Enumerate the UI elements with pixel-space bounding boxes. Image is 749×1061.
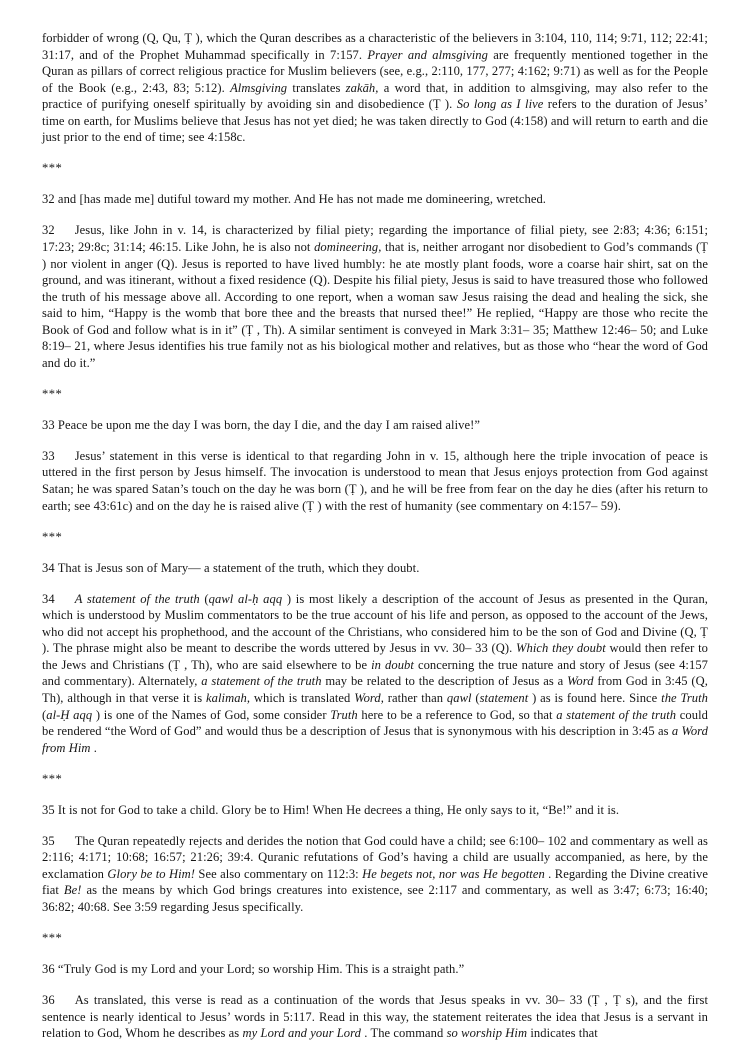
body-text: The Quran repeatedly rejects and derides the notion that God could have a child; see 6:100– 102 and commentary as well as 2:116; 4:171; 10:68; 16:57; 21:26; 39:4. Quranic refutations of God’s having a child are usually accompanied, as here, by the exclamation (42, 833, 708, 881)
emphasis-text: in doubt (371, 657, 414, 672)
body-text: could be rendered “the Word of God” and would thus be a description of Jesus that is synonymous with his description in 3:45 as (42, 707, 708, 739)
body-text: here to be a reference to God, so that (357, 707, 557, 722)
commentary-paragraph (42, 448, 708, 514)
emphasis-text: So long as I live (456, 97, 544, 112)
emphasis-text: kalimah, (206, 691, 251, 705)
emphasis-text: qawl al-ḥ aqq (208, 591, 283, 606)
emphasis-text: Truth (330, 707, 358, 722)
body-text: rather than (383, 691, 447, 705)
emphasis-text: Word (567, 674, 594, 689)
body-text: Jesus, like John in v. 14, is characterized by filial piety; regarding the importance of filial piety, see 2:83; 4:36; 6:151; 17:23; 29:8c; 31:14; 46:15. Like John, he is also not (42, 223, 708, 254)
section-separator: *** (42, 386, 63, 401)
emphasis-text: Glory be to Him! (107, 866, 196, 881)
body-text: concerning the true nature and story of Jesus (see 4:157 and commentary). Alternately, (42, 657, 708, 689)
verse-paragraph (42, 560, 708, 577)
page-text-column (42, 30, 708, 1042)
body-text: Jesus’ statement in this verse is identical to that regarding John in v. 15, although here the triple invocation of peace is uttered in the first person by Jesus himself. The invocation is understood to mean that Jesus enjoys protection from God against Satan; he was spared Satan’s touch on the day he was born (Ṭ ), and he will be free from fear on the day he dies (after his return to earth; see 43:61c) and on the day he is raised alive (Ṭ ) with the rest of humanity (see commentary on 4:157– 59). (42, 448, 708, 513)
body-text: See also commentary on 112:3: (195, 866, 363, 881)
body-text: ( (199, 591, 209, 606)
body-text: . Regarding the Divine creative fiat (42, 866, 708, 898)
commentary-paragraph (42, 833, 708, 916)
commentary-verse-number: 33 (42, 448, 55, 463)
body-text: would then refer to the Jews and Christians (Ṭ , Th), who are said elsewhere to be (42, 641, 708, 672)
emphasis-text: domineering, (314, 239, 382, 254)
emphasis-text: so worship Him (446, 1026, 528, 1041)
emphasis-text: Which they doubt (516, 641, 606, 656)
body-text: 33 Peace be upon me the day I was born, the day I die, and the day I am raised alive!” (42, 417, 480, 432)
body-text: 35 It is not for God to take a child. Glory be to Him! When He decrees a thing, He only says to it, “Be!” and it is. (42, 802, 620, 817)
body-text: ) as is found here. Since (528, 691, 662, 705)
verse-paragraph (42, 802, 708, 819)
body-text: which is translated (250, 691, 355, 705)
emphasis-text: Prayer and almsgiving (367, 47, 488, 62)
emphasis-text: Almsgiving (230, 80, 288, 95)
commentary-paragraph (42, 591, 708, 756)
body-text: ) is one of the Names of God, some consider (92, 707, 331, 722)
emphasis-text: statement (479, 691, 529, 705)
body-text: indicates that (527, 1026, 598, 1041)
commentary-paragraph (42, 992, 708, 1042)
emphasis-text: al-Ḥ aqq (46, 707, 93, 722)
commentary-paragraph (42, 30, 708, 146)
emphasis-text: Be! (63, 883, 82, 898)
body-text: ( (42, 707, 47, 722)
commentary-paragraph (42, 222, 708, 371)
emphasis-text: a statement of the truth (201, 674, 322, 689)
verse-number-gap (55, 448, 75, 465)
body-text: translates (287, 80, 346, 95)
verse-number-gap (55, 833, 75, 850)
body-text: that is, neither arrogant nor disobedient to God’s commands (Ṭ ) nor violent in anger (Q). Jesus is reported to have lived humbly: he ate mostly plant foods, wore a coarse hair shirt, sat on the ground, and was itinerant, without a fixed residence (Q). Despite his filial piety, Jesus is said to have treasured those who followed the truth of his message above all. According to one report, when a woman saw Jesus raising the dead and healing the sick, she said to him, “Happy is the womb that bore thee and the breasts that nursed thee!” He replied, “Happy are those who recite the Book of God and follow what is in it” (Ṭ , Th). A similar sentiment is conveyed in Mark 3:31– 35; Matthew 12:46– 50; and Luke 8:19– 21, where Jesus identifies his true family not as his biological mother and relatives, but as those who “hear the word of God and do it.” (42, 239, 708, 370)
emphasis-text: He begets not, nor was He begotten (362, 866, 545, 881)
body-text: as the means by which God brings creatures into existence, see 2:117 and commentary, as well as 3:47; 6:73; 16:40; 36:82; 40:68. See 3:59 regarding Jesus specifically. (42, 883, 708, 914)
body-text: ( (471, 691, 480, 705)
verse-number-gap (55, 591, 75, 608)
body-text: 34 That is Jesus son of Mary— a statement of the truth, which they doubt. (42, 560, 420, 575)
body-text: . (90, 740, 98, 755)
emphasis-text: Word, (354, 691, 384, 705)
section-separator: *** (42, 529, 63, 544)
body-text: forbidder of wrong (Q, Qu, Ṭ ), which the Quran describes as a characteristic of the believers in 3:104, 110, 114; 9:71, 112; 22:41; 31:17, and of the Prophet Muhammad specifically in 7:157. (42, 31, 708, 62)
body-text: ) is most likely a description of the account of Jesus as presented in the Quran, which is understood by Muslim commentators to be the true account of his life and person, as opposed to the account of the Jews, who did not accept his prophethood, and the account of the Christians, who considered him to be the son of God and Divine (Q, Ṭ ). The phrase might also be meant to describe the words uttered by Jesus in vv. 30– 33 (Q). (42, 591, 708, 656)
emphasis-text: zakāh, (345, 80, 379, 95)
emphasis-text: the Truth (661, 691, 708, 705)
emphasis-text: my Lord and your Lord (242, 1026, 361, 1041)
body-text: refers to the duration of Jesus’ time on earth, for Muslims believe that Jesus has not yet died; he was taken directly to God (4:158) and will return to earth and die just prior to the end of time; see 4:158c. (42, 97, 708, 145)
section-separator: *** (42, 931, 63, 946)
section-separator: *** (42, 161, 63, 176)
commentary-verse-number: 32 (42, 223, 55, 238)
body-text: 36 “Truly God is my Lord and your Lord; so worship Him. This is a straight path.” (42, 962, 465, 977)
section-separator: *** (42, 771, 63, 786)
body-text: are frequently mentioned together in the Quran as pillars of correct religious practice for Muslim believers (see, e.g., 2:110, 177, 277; 4:162; 9:71) as well as for the People of the Book (e.g., 2:43, 83; 5:12). (42, 47, 708, 95)
body-text: from God in 3:45 (Q, Th), although in that verse it is (42, 674, 708, 705)
emphasis-text: a statement of the truth (556, 707, 677, 722)
body-text: may be related to the description of Jesus as a (321, 674, 568, 689)
verse-paragraph (42, 417, 708, 434)
emphasis-text: a Word from Him (42, 724, 708, 755)
body-text: . The command (360, 1026, 447, 1041)
verse-number-gap (55, 222, 75, 239)
body-text: As translated, this verse is read as a continuation of the words that Jesus speaks in vv. 30– 33 (Ṭ , Ṭ s), and the first sentence is nearly identical to Jesus’ words in 5:117. Read in this way, the statement reiterates the idea that Jesus is a servant in relation to God, Whom he describes as (42, 993, 708, 1041)
verse-number-gap (55, 992, 75, 1009)
emphasis-text: qawl (446, 691, 472, 705)
verse-paragraph (42, 191, 708, 208)
commentary-verse-number: 34 (42, 591, 55, 606)
body-text: a word that, in addition to almsgiving, may also refer to the practice of purifying oneself spiritually by avoiding sin and disobedience (Ṭ ). (42, 80, 709, 112)
body-text: 32 and [has made me] dutiful toward my mother. And He has not made me domineering, wretched. (42, 192, 546, 207)
commentary-verse-number: 35 (42, 833, 55, 848)
verse-paragraph (42, 961, 708, 978)
emphasis-text: A statement of the truth (74, 591, 200, 606)
commentary-verse-number: 36 (42, 993, 55, 1008)
